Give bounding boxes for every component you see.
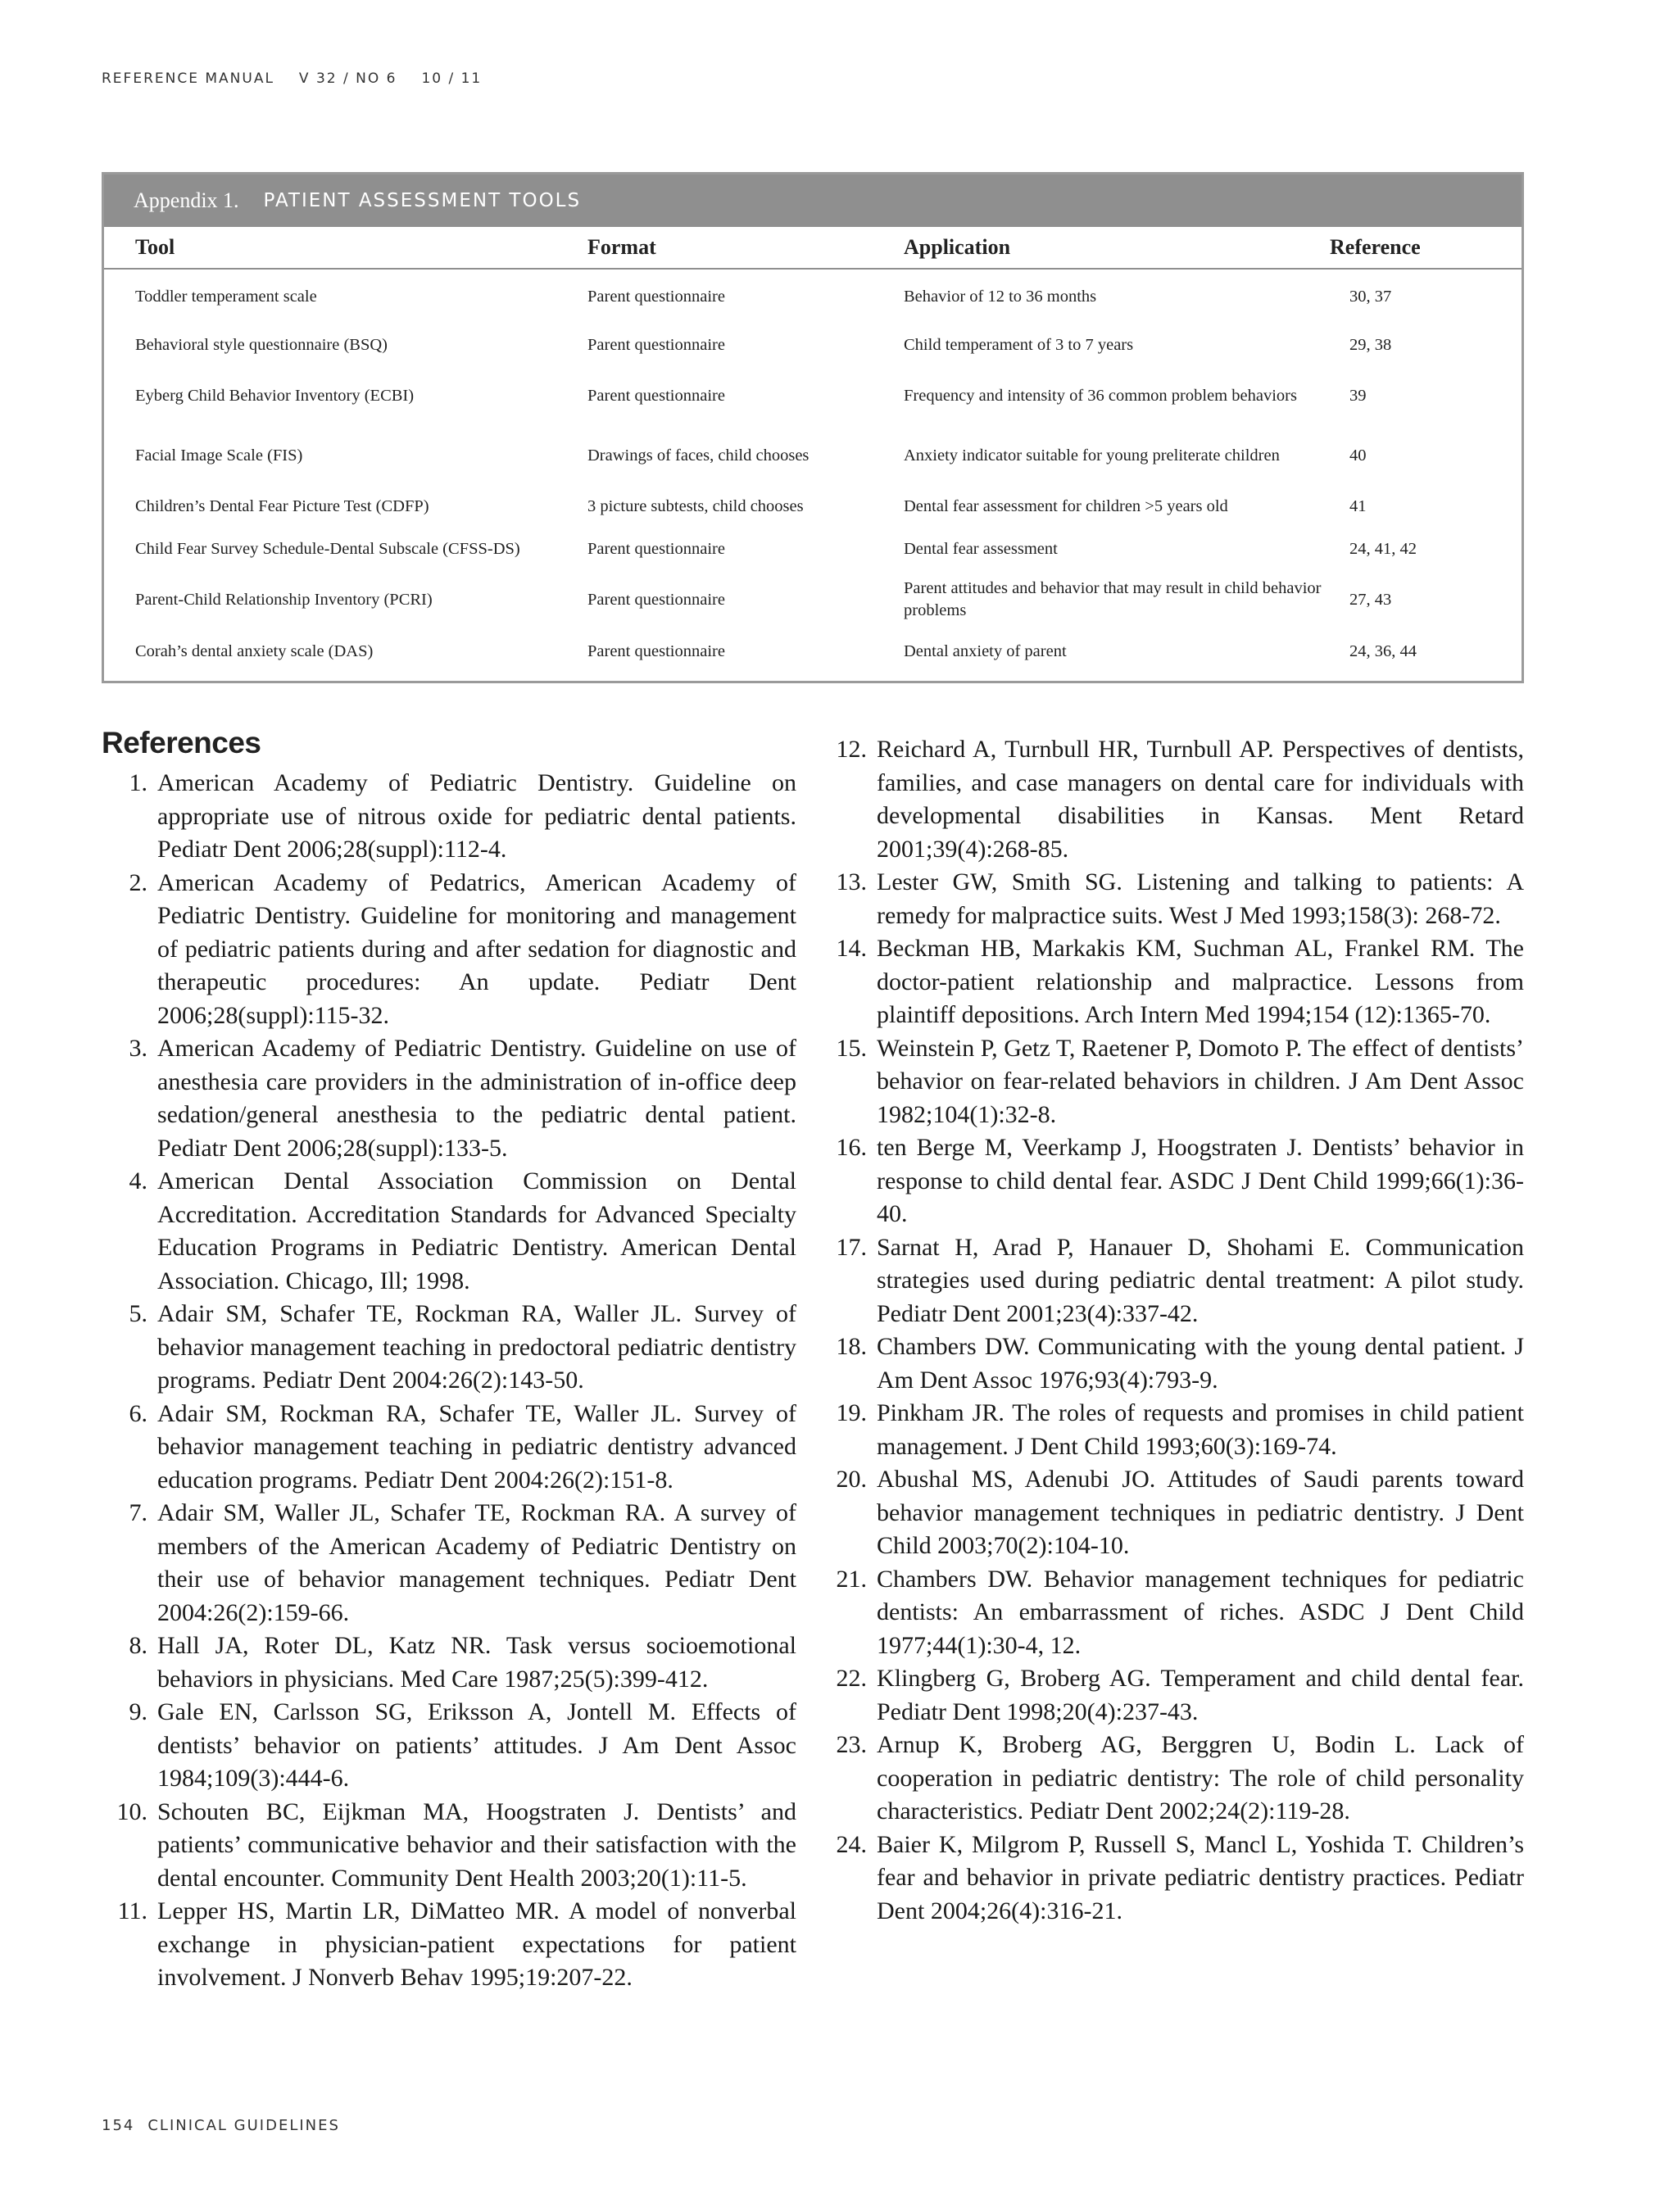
volume-issue: V 32 / NO 6: [298, 70, 397, 87]
reference-number: 7.: [129, 1499, 147, 1526]
reference-number: 10.: [116, 1797, 147, 1825]
cell-format: Drawings of faces, child chooses: [587, 446, 810, 465]
cell-reference: 29, 38: [1349, 335, 1392, 354]
table-row: [104, 570, 1522, 629]
reference-item: [824, 733, 1524, 866]
journal-name: REFERENCE MANUAL: [102, 70, 274, 87]
references-heading: References: [102, 726, 261, 759]
reference-item: [824, 1662, 1524, 1729]
reference-item: [102, 1298, 796, 1398]
reference-text: Beckman HB, Markakis KM, Suchman AL, Frankel RM. The doctor-patient relationship and malpractice. Lessons from plaintiff depositions. Arch Intern Med 1994;154 (12):1365-70.: [877, 935, 1524, 1028]
reference-number: 8.: [129, 1632, 147, 1659]
cell-reference: 30, 37: [1349, 288, 1392, 306]
reference-number: 21.: [836, 1565, 867, 1593]
reference-number: 18.: [836, 1333, 867, 1360]
reference-item: [102, 1032, 796, 1165]
reference-item: [824, 932, 1524, 1032]
reference-text: American Academy of Pediatric Dentistry. Guideline on appropriate use of nitrous oxide for pediatric dental patients. Pediatr Dent 2006;28(suppl):112-4.: [157, 769, 796, 863]
references-column-left: [102, 767, 796, 1995]
reference-text: ten Berge M, Veerkamp J, Hoogstraten J. Dentists’ behavior in response to child dental fear. ASDC J Dent Child 1999;66(1):36-40.: [877, 1134, 1524, 1227]
cell-reference: 40: [1349, 446, 1367, 465]
reference-number: 12.: [836, 736, 867, 763]
reference-item: [824, 1729, 1524, 1829]
reference-text: Weinstein P, Getz T, Raetener P, Domoto P. The effect of dentists’ behavior on fear-related behaviors in children. J Am Dent Assoc 1982;104(1):32-8.: [877, 1034, 1524, 1128]
reference-number: 19.: [836, 1399, 867, 1426]
cell-tool: Toddler temperament scale: [135, 288, 317, 306]
table-row: [104, 426, 1522, 485]
cell-tool: Children’s Dental Fear Picture Test (CDFP): [135, 496, 429, 515]
reference-number: 6.: [129, 1399, 147, 1427]
reference-item: [824, 1829, 1524, 1929]
reference-number: 15.: [836, 1034, 867, 1062]
column-header-format: Format: [587, 227, 904, 269]
reference-number: 11.: [117, 1897, 147, 1924]
reference-item: [102, 867, 796, 1033]
reference-number: 2.: [129, 868, 147, 896]
reference-text: Abushal MS, Adenubi JO. Attitudes of Saudi parents toward behavior management techniques in pediatric dentistry. J Dent Child 2003;70(2):104-10.: [877, 1466, 1524, 1559]
running-head: [102, 70, 506, 87]
reference-number: 9.: [129, 1698, 147, 1725]
appendix-title: PATIENT ASSESSMENT TOOLS: [263, 190, 582, 211]
cell-application: Parent attitudes and behavior that may result in child behavior problems: [904, 579, 1322, 619]
cell-reference: 24, 41, 42: [1349, 539, 1417, 558]
reference-text: Adair SM, Waller JL, Schafer TE, Rockman RA. A survey of members of the American Academy of Pediatric Dentistry on their use of behavior management techniques. Pediatr Dent 2004:26(2):159-66.: [157, 1499, 796, 1626]
cell-tool: Behavioral style questionnaire (BSQ): [135, 335, 388, 354]
cell-application: Child temperament of 3 to 7 years: [904, 335, 1134, 354]
cell-format: Parent questionnaire: [587, 288, 725, 306]
reference-text: American Dental Association Commission on Dental Accreditation. Accreditation Standards for Advanced Specialty Education Programs in Pediatric Dentistry. American Dental Association. Chicago, Ill; 1998.: [157, 1167, 796, 1294]
reference-item: [824, 1330, 1524, 1397]
reference-number: 16.: [836, 1134, 867, 1161]
reference-item: [102, 1696, 796, 1796]
reference-text: Arnup K, Broberg AG, Berggren U, Bodin L. Lack of cooperation in pediatric dentistry: The role of child personality characteristics. Pediatr Dent 2002;24(2):119-28.: [877, 1731, 1524, 1824]
cell-tool: Eyberg Child Behavior Inventory (ECBI): [135, 386, 415, 405]
reference-text: Chambers DW. Behavior management techniques for pediatric dentists: An embarrassment of riches. ASDC J Dent Child 1977;44(1):30-4, 12.: [877, 1565, 1524, 1659]
table-row: [104, 629, 1522, 673]
cell-reference: 39: [1349, 386, 1367, 405]
appendix-table-box: [102, 172, 1524, 683]
reference-item: [824, 1131, 1524, 1231]
cell-application: Frequency and intensity of 36 common problem behaviors: [904, 386, 1297, 405]
reference-number: 24.: [836, 1830, 867, 1858]
table-row: [104, 528, 1522, 570]
appendix-title-bar: [104, 175, 1522, 227]
cell-reference: 24, 36, 44: [1349, 641, 1417, 660]
issue-date: 10 / 11: [421, 70, 483, 87]
cell-tool: Parent-Child Relationship Inventory (PCRI): [135, 590, 433, 609]
cell-tool: Facial Image Scale (FIS): [135, 446, 303, 465]
reference-number: 4.: [129, 1167, 147, 1194]
reference-number: 1.: [129, 769, 147, 796]
page-footer: [102, 2117, 340, 2134]
page-number: 154: [102, 2117, 135, 2134]
reference-text: Lepper HS, Martin LR, DiMatteo MR. A model of nonverbal exchange in physician-patient expectations for patient involvement. J Nonverb Behav 1995;19:207-22.: [157, 1897, 796, 1991]
table-header-row: [104, 227, 1522, 269]
column-header-application: Application: [904, 227, 1330, 269]
reference-text: Chambers DW. Communicating with the young dental patient. J Am Dent Assoc 1976;93(4):793-9.: [877, 1333, 1524, 1394]
reference-text: Reichard A, Turnbull HR, Turnbull AP. Perspectives of dentists, families, and case managers on dental care for individuals with developmental disabilities in Kansas. Ment Retard 2001;39(4):268-85.: [877, 736, 1524, 863]
reference-number: 17.: [836, 1233, 867, 1261]
cell-application: Behavior of 12 to 36 months: [904, 288, 1097, 306]
reference-number: 13.: [836, 868, 867, 895]
reference-text: Lester GW, Smith SG. Listening and talking to patients: A remedy for malpractice suits. West J Med 1993;158(3): 268-72.: [877, 868, 1524, 929]
reference-text: Baier K, Milgrom P, Russell S, Mancl L, Yoshida T. Children’s fear and behavior in private pediatric dentistry practices. Pediatr Dent 2004;26(4):316-21.: [877, 1830, 1524, 1924]
reference-text: American Academy of Pedatrics, American Academy of Pediatric Dentistry. Guideline for monitoring and management of pediatric patients during and after sedation for diagnostic and therapeutic procedures: An update. Pediatr Dent 2006;28(suppl):115-32.: [157, 868, 796, 1029]
cell-format: Parent questionnaire: [587, 641, 725, 660]
reference-item: [824, 1463, 1524, 1563]
reference-item: [824, 1397, 1524, 1463]
cell-application: Dental fear assessment: [904, 539, 1058, 558]
section-name: CLINICAL GUIDELINES: [147, 2117, 340, 2134]
reference-item: [102, 767, 796, 867]
reference-item: [102, 1398, 796, 1498]
assessment-tools-table: [104, 227, 1522, 673]
table-row: [104, 324, 1522, 365]
cell-reference: 27, 43: [1349, 590, 1392, 609]
reference-text: Klingberg G, Broberg AG. Temperament and child dental fear. Pediatr Dent 1998;20(4):237-43.: [877, 1665, 1524, 1725]
reference-item: [824, 1563, 1524, 1663]
table-row: [104, 365, 1522, 426]
reference-item: [102, 1497, 796, 1630]
cell-application: Anxiety indicator suitable for young preliterate children: [904, 446, 1280, 465]
reference-text: Schouten BC, Eijkman MA, Hoogstraten J. Dentists’ and patients’ communicative behavior and their satisfaction with the dental encounter. Community Dent Health 2003;20(1):11-5.: [157, 1797, 796, 1892]
cell-application: Dental fear assessment for children >5 years old: [904, 496, 1228, 515]
reference-number: 5.: [129, 1300, 147, 1327]
appendix-label: Appendix 1.: [134, 188, 239, 212]
reference-number: 23.: [836, 1731, 867, 1758]
cell-tool: Corah’s dental anxiety scale (DAS): [135, 641, 374, 660]
reference-text: Pinkham JR. The roles of requests and promises in child patient management. J Dent Child 1993;60(3):169-74.: [877, 1399, 1524, 1460]
reference-number: 20.: [836, 1466, 867, 1493]
cell-reference: 41: [1349, 496, 1367, 515]
table-row: [104, 269, 1522, 324]
column-header-tool: Tool: [104, 227, 587, 269]
reference-item: [824, 1231, 1524, 1331]
reference-text: Adair SM, Schafer TE, Rockman RA, Waller JL. Survey of behavior management teaching in predoctoral pediatric dentistry programs. Pediatr Dent 2004:26(2):143-50.: [157, 1300, 796, 1394]
references-column-right: [824, 733, 1524, 1928]
reference-number: 3.: [129, 1035, 147, 1062]
cell-format: Parent questionnaire: [587, 335, 725, 354]
reference-text: American Academy of Pediatric Dentistry. Guideline on use of anesthesia care providers in the administration of in-office deep sedation/general anesthesia to the pediatric dental patient. Pediatr Dent 2006;28(suppl):133-5.: [157, 1035, 796, 1162]
cell-format: Parent questionnaire: [587, 590, 725, 609]
reference-item: [102, 1165, 796, 1298]
cell-format: Parent questionnaire: [587, 539, 725, 558]
reference-text: Sarnat H, Arad P, Hanauer D, Shohami E. Communication strategies used during pediatric dental treatment: A pilot study. Pediatr Dent 2001;23(4):337-42.: [877, 1233, 1524, 1327]
column-header-reference: Reference: [1330, 227, 1522, 269]
reference-item: [824, 1032, 1524, 1132]
reference-text: Gale EN, Carlsson SG, Eriksson A, Jontell M. Effects of dentists’ behavior on patients’ attitudes. J Am Dent Assoc 1984;109(3):444-6.: [157, 1698, 796, 1792]
reference-text: Adair SM, Rockman RA, Schafer TE, Waller JL. Survey of behavior management teaching in pediatric dentistry advanced education programs. Pediatr Dent 2004:26(2):151-8.: [157, 1399, 796, 1494]
cell-format: 3 picture subtests, child chooses: [587, 496, 804, 515]
reference-number: 22.: [836, 1665, 867, 1692]
cell-format: Parent questionnaire: [587, 386, 725, 405]
reference-text: Hall JA, Roter DL, Katz NR. Task versus socioemotional behaviors in physicians. Med Care 1987;25(5):399-412.: [157, 1632, 796, 1693]
cell-application: Dental anxiety of parent: [904, 641, 1067, 660]
reference-item: [102, 1630, 796, 1696]
reference-item: [824, 866, 1524, 932]
cell-tool: Child Fear Survey Schedule-Dental Subscale (CFSS-DS): [135, 539, 520, 558]
table-row: [104, 485, 1522, 528]
reference-number: 14.: [836, 935, 867, 962]
reference-item: [102, 1895, 796, 1995]
reference-item: [102, 1796, 796, 1896]
